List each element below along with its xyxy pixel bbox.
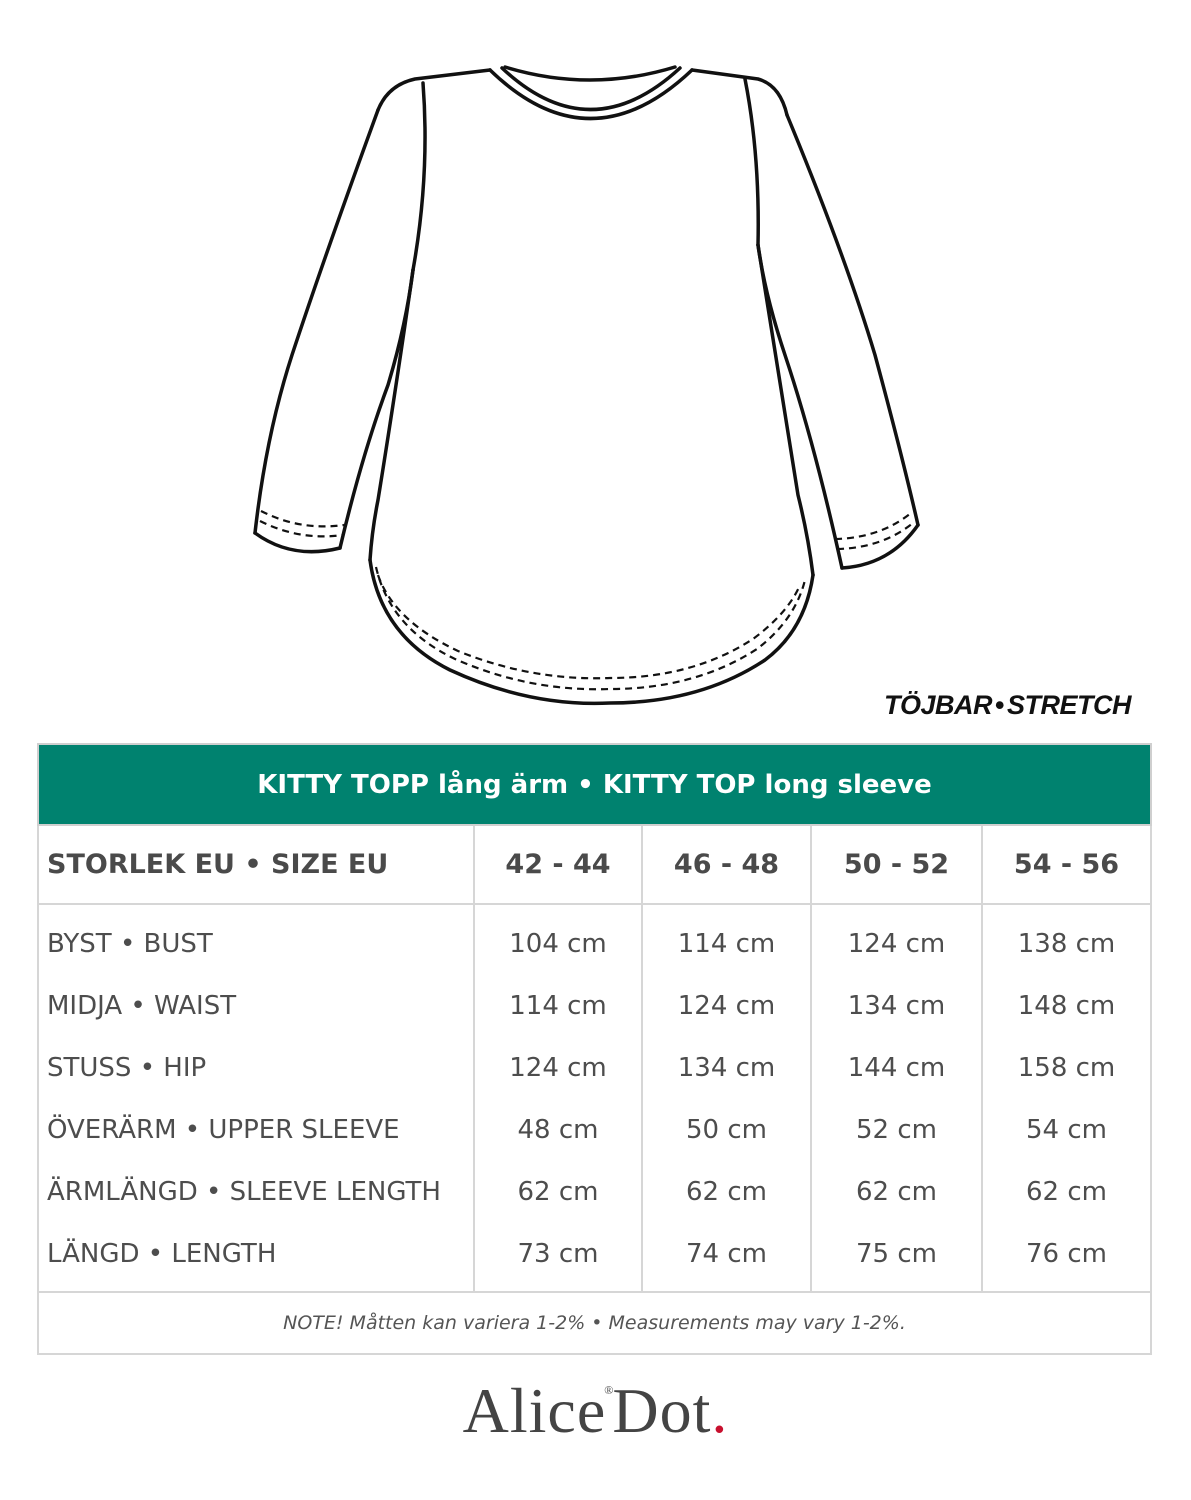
table-cell: 62 cm bbox=[982, 1161, 1151, 1223]
table-cell: 76 cm bbox=[982, 1223, 1151, 1292]
size-header: 42 - 44 bbox=[474, 825, 642, 904]
row-label: MIDJA • WAIST bbox=[38, 975, 474, 1037]
size-header-row bbox=[38, 825, 1151, 904]
note-row bbox=[38, 1292, 1151, 1354]
table-cell: 158 cm bbox=[982, 1037, 1151, 1099]
table-cell: 148 cm bbox=[982, 975, 1151, 1037]
registered-mark: ® bbox=[604, 1383, 615, 1397]
table-row bbox=[38, 1223, 1151, 1292]
table-cell: 74 cm bbox=[642, 1223, 811, 1292]
table-cell: 144 cm bbox=[811, 1037, 982, 1099]
size-header: 50 - 52 bbox=[811, 825, 982, 904]
stretch-label bbox=[884, 690, 1131, 721]
size-table bbox=[37, 743, 1152, 1355]
table-cell: 62 cm bbox=[642, 1161, 811, 1223]
table-row bbox=[38, 975, 1151, 1037]
table-cell: 124 cm bbox=[642, 975, 811, 1037]
table-row bbox=[38, 1099, 1151, 1161]
table-row bbox=[38, 1037, 1151, 1099]
table-cell: 124 cm bbox=[811, 904, 982, 975]
table-cell: 104 cm bbox=[474, 904, 642, 975]
row-label: BYST • BUST bbox=[38, 904, 474, 975]
size-header: 54 - 56 bbox=[982, 825, 1151, 904]
table-cell: 62 cm bbox=[811, 1161, 982, 1223]
table-cell: 124 cm bbox=[474, 1037, 642, 1099]
table-cell: 138 cm bbox=[982, 904, 1151, 975]
table-title: KITTY TOPP lång ärm • KITTY TOP long sleeve bbox=[38, 744, 1151, 825]
row-label: ÄRMLÄNGD • SLEEVE LENGTH bbox=[38, 1161, 474, 1223]
table-cell: 73 cm bbox=[474, 1223, 642, 1292]
logo-red-dot: . bbox=[711, 1375, 729, 1446]
row-label: STUSS • HIP bbox=[38, 1037, 474, 1099]
size-header: 46 - 48 bbox=[642, 825, 811, 904]
table-cell: 134 cm bbox=[642, 1037, 811, 1099]
table-cell: 54 cm bbox=[982, 1099, 1151, 1161]
stretch-label-right: STRETCH bbox=[1007, 690, 1131, 720]
table-cell: 114 cm bbox=[642, 904, 811, 975]
logo-text-alice: Alice bbox=[462, 1375, 607, 1446]
stretch-label-left: TÖJBAR bbox=[884, 690, 993, 720]
table-cell: 114 cm bbox=[474, 975, 642, 1037]
table-cell: 62 cm bbox=[474, 1161, 642, 1223]
row-label: ÖVERÄRM • UPPER SLEEVE bbox=[38, 1099, 474, 1161]
table-title-row bbox=[38, 744, 1151, 825]
garment-sketch bbox=[230, 55, 950, 715]
table-row bbox=[38, 904, 1151, 975]
alicedot-logo bbox=[0, 1374, 1191, 1448]
table-cell: 50 cm bbox=[642, 1099, 811, 1161]
stretch-separator: • bbox=[995, 690, 1004, 720]
table-cell: 134 cm bbox=[811, 975, 982, 1037]
table-cell: 75 cm bbox=[811, 1223, 982, 1292]
table-cell: 48 cm bbox=[474, 1099, 642, 1161]
row-label: LÄNGD • LENGTH bbox=[38, 1223, 474, 1292]
size-header-label: STORLEK EU • SIZE EU bbox=[38, 825, 474, 904]
table-cell: 52 cm bbox=[811, 1099, 982, 1161]
table-row bbox=[38, 1161, 1151, 1223]
measurement-note: NOTE! Måtten kan variera 1-2% • Measurements may vary 1-2%. bbox=[38, 1292, 1151, 1354]
logo-text-dot: Dot bbox=[612, 1375, 712, 1446]
size-chart bbox=[37, 743, 1150, 1355]
